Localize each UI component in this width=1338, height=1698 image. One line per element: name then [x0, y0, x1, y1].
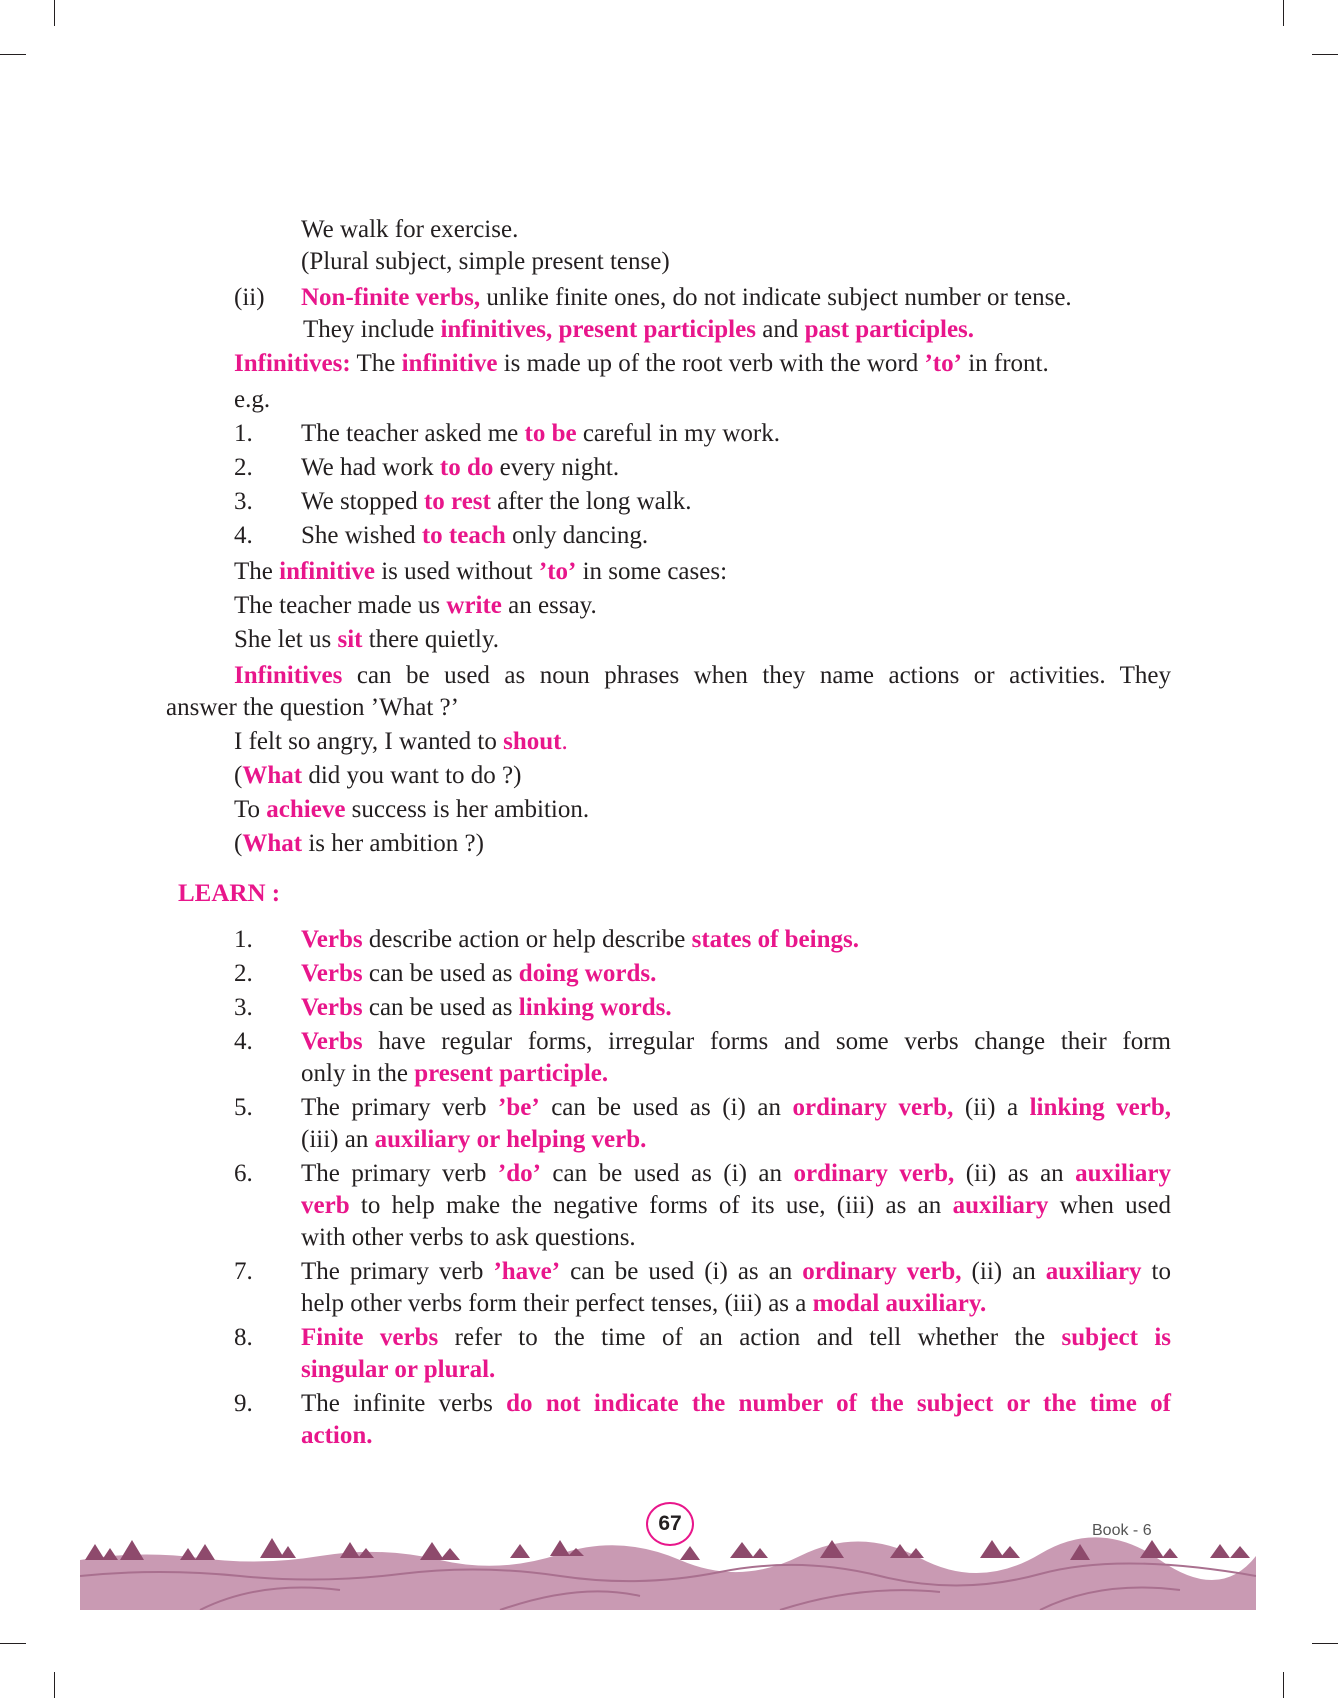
highlight: Verbs — [301, 1028, 363, 1055]
highlight: ’have’ — [493, 1258, 561, 1285]
highlight: auxiliary or helping verb. — [374, 1126, 647, 1153]
highlight: linking verb, — [1029, 1094, 1172, 1121]
highlight: infinitive — [279, 558, 375, 585]
example-number: 4. — [234, 522, 253, 549]
text: is her ambition ?) — [302, 830, 484, 857]
text: an essay. — [501, 592, 597, 619]
crop-mark-bottom-right-h — [1312, 1643, 1338, 1644]
text: ( — [234, 830, 243, 857]
highlight: write — [446, 592, 502, 619]
highlight: ordinary verb, — [802, 1258, 962, 1285]
learn-item-8-line-1 — [301, 1322, 1171, 1354]
crop-mark-top-right-v — [1283, 0, 1284, 26]
highlight: auxiliary — [952, 1192, 1049, 1219]
text: can be used as — [362, 994, 519, 1021]
text: only in the — [301, 1060, 415, 1087]
text: to help make the negative forms of its use, (iii) as an — [349, 1192, 953, 1219]
line-write — [234, 590, 597, 622]
text: . — [561, 728, 568, 755]
text: ( — [234, 762, 243, 789]
text: when used — [1048, 1192, 1171, 1219]
learn-item-6-line-2 — [301, 1190, 1171, 1222]
learn-number: 2. — [234, 960, 253, 987]
highlight: shout — [503, 728, 562, 755]
learn-item-6-line-3 — [301, 1222, 636, 1254]
learn-item-7-line-2 — [301, 1288, 986, 1320]
text: can be used as — [362, 960, 519, 987]
example-line — [301, 520, 648, 552]
highlight: to do — [439, 454, 494, 481]
highlight: to teach — [421, 522, 506, 549]
term-past-participles: past participles. — [804, 316, 975, 343]
learn-item-4-line-1 — [301, 1026, 1171, 1058]
learn-number: 4. — [234, 1028, 253, 1055]
learn-item-4-line-2 — [301, 1058, 608, 1090]
highlight: auxiliary — [1045, 1258, 1142, 1285]
crop-mark-bottom-left-v — [54, 1672, 55, 1698]
highlight: ’be’ — [498, 1094, 540, 1121]
example-number: 1. — [234, 420, 253, 447]
highlight: singular or plural. — [301, 1356, 496, 1383]
text: The primary verb — [301, 1258, 494, 1285]
text: I felt so angry, I wanted to — [234, 728, 504, 755]
example-line — [301, 486, 691, 518]
text: They include — [303, 316, 441, 343]
text: with other verbs to ask questions. — [301, 1224, 636, 1251]
text: only dancing. — [505, 522, 649, 549]
highlight: sit — [337, 626, 363, 653]
highlight: Infinitives — [234, 662, 343, 689]
text: (ii) a — [953, 1094, 1030, 1121]
text: unlike finite ones, do not indicate subject number or tense. — [480, 284, 1072, 311]
text: every night. — [493, 454, 620, 481]
text: She wished — [301, 522, 422, 549]
crop-mark-top-right-h — [1312, 54, 1338, 55]
term-infinitives: Infinitives: — [234, 350, 351, 377]
text: help other verbs form their perfect tenses, (iii) as a — [301, 1290, 813, 1317]
text: is made up of the root verb with the word — [497, 350, 925, 377]
example-line — [301, 418, 780, 450]
line-eg: e.g. — [234, 386, 271, 413]
learn-number: 9. — [234, 1390, 253, 1417]
term-nonfinite: Non-finite verbs, — [301, 284, 481, 311]
learn-number: 6. — [234, 1160, 253, 1187]
text: The primary verb — [301, 1160, 498, 1187]
line-plural: (Plural subject, simple present tense) — [301, 248, 670, 275]
text: (iii) an — [301, 1126, 375, 1153]
highlight: What — [242, 762, 303, 789]
highlight: ’to’ — [538, 558, 577, 585]
learn-heading: LEARN : — [178, 880, 281, 907]
learn-number: 5. — [234, 1094, 253, 1121]
highlight: modal auxiliary. — [812, 1290, 987, 1317]
highlight: ’do’ — [497, 1160, 541, 1187]
text: The teacher made us — [234, 592, 447, 619]
text: She let us — [234, 626, 338, 653]
highlight: doing words. — [518, 960, 657, 987]
learn-item-2 — [301, 958, 656, 990]
learn-item-5-line-2 — [301, 1124, 646, 1156]
highlight: achieve — [266, 796, 346, 823]
text: in front. — [961, 350, 1049, 377]
line-answer: answer the question ’What ?’ — [166, 694, 459, 721]
highlight: do not indicate the number of the subject or the time of — [506, 1390, 1171, 1417]
text: To — [234, 796, 267, 823]
learn-item-1 — [301, 924, 859, 956]
text: describe action or help describe — [362, 926, 692, 953]
item-ii-number: (ii) — [234, 284, 265, 311]
text: refer to the time of an action and tell whether the — [438, 1324, 1062, 1351]
crop-mark-top-left-v — [54, 0, 55, 26]
crop-mark-bottom-right-v — [1283, 1672, 1284, 1698]
text: success is her ambition. — [345, 796, 590, 823]
text: there quietly. — [362, 626, 499, 653]
line-what-1 — [234, 760, 521, 792]
example-number: 3. — [234, 488, 253, 515]
example-line — [301, 452, 619, 484]
highlight: Verbs — [301, 960, 363, 987]
text: We stopped — [301, 488, 424, 515]
line-achieve — [234, 794, 589, 826]
line-what-2 — [234, 828, 484, 860]
text: The — [234, 558, 280, 585]
highlight: present participle. — [414, 1060, 609, 1087]
text: (ii) an — [961, 1258, 1046, 1285]
learn-number: 8. — [234, 1324, 253, 1351]
learn-item-5-line-1 — [301, 1092, 1171, 1124]
learn-number: 7. — [234, 1258, 253, 1285]
text: can be used as (i) an — [539, 1094, 793, 1121]
example-number: 2. — [234, 454, 253, 481]
line-include — [303, 314, 974, 346]
learn-item-9-line-1 — [301, 1388, 1171, 1420]
line-noun-phrases — [234, 660, 1171, 692]
text: in some cases: — [576, 558, 728, 585]
highlight: action. — [301, 1422, 373, 1449]
text: The — [350, 350, 402, 377]
highlight: ordinary verb, — [793, 1160, 955, 1187]
highlight: Finite verbs — [301, 1324, 439, 1351]
text: The infinite verbs — [301, 1390, 507, 1417]
page-number: 67 — [646, 1502, 694, 1546]
highlight: auxiliary — [1075, 1160, 1171, 1187]
text: We had work — [301, 454, 440, 481]
text: can be used as noun phrases when they name actions or activities. They — [342, 662, 1171, 689]
learn-item-6-line-1 — [301, 1158, 1171, 1190]
text: to — [1141, 1258, 1171, 1285]
highlight: linking words. — [518, 994, 672, 1021]
line-shout — [234, 726, 568, 758]
line-nonfinite — [301, 282, 1072, 314]
line-without-to — [234, 556, 727, 588]
text: is used without — [374, 558, 539, 585]
highlight: to rest — [423, 488, 491, 515]
text: careful in my work. — [576, 420, 780, 447]
text: have regular forms, irregular forms and some verbs change their form — [362, 1028, 1171, 1055]
learn-item-9-line-2 — [301, 1420, 373, 1452]
highlight: subject is — [1061, 1324, 1171, 1351]
line-infinitives-def — [234, 348, 1049, 380]
text: after the long walk. — [490, 488, 692, 515]
crop-mark-bottom-left-h — [0, 1643, 26, 1644]
text: did you want to do ?) — [302, 762, 522, 789]
learn-number: 3. — [234, 994, 253, 1021]
text: The primary verb — [301, 1094, 499, 1121]
learn-item-3 — [301, 992, 672, 1024]
book-label: Book - 6 — [1092, 1522, 1152, 1539]
text: (ii) as an — [954, 1160, 1076, 1187]
text: can be used as (i) an — [540, 1160, 794, 1187]
line-walk: We walk for exercise. — [301, 216, 519, 243]
term-infinitives-participles: infinitives, present participles — [440, 316, 756, 343]
highlight: ordinary verb, — [792, 1094, 954, 1121]
term-infinitive: infinitive — [401, 350, 498, 377]
term-to: ’to’ — [924, 350, 962, 377]
line-sit — [234, 624, 499, 656]
highlight: Verbs — [301, 994, 363, 1021]
learn-item-8-line-2 — [301, 1354, 495, 1386]
text: The teacher asked me — [301, 420, 525, 447]
text: and — [755, 316, 805, 343]
learn-item-7-line-1 — [301, 1256, 1171, 1288]
highlight: What — [242, 830, 303, 857]
highlight: states of beings. — [691, 926, 859, 953]
crop-mark-top-left-h — [0, 54, 26, 55]
highlight: verb — [301, 1192, 350, 1219]
highlight: to be — [524, 420, 577, 447]
highlight: Verbs — [301, 926, 363, 953]
text: can be used (i) as an — [560, 1258, 803, 1285]
learn-number: 1. — [234, 926, 253, 953]
